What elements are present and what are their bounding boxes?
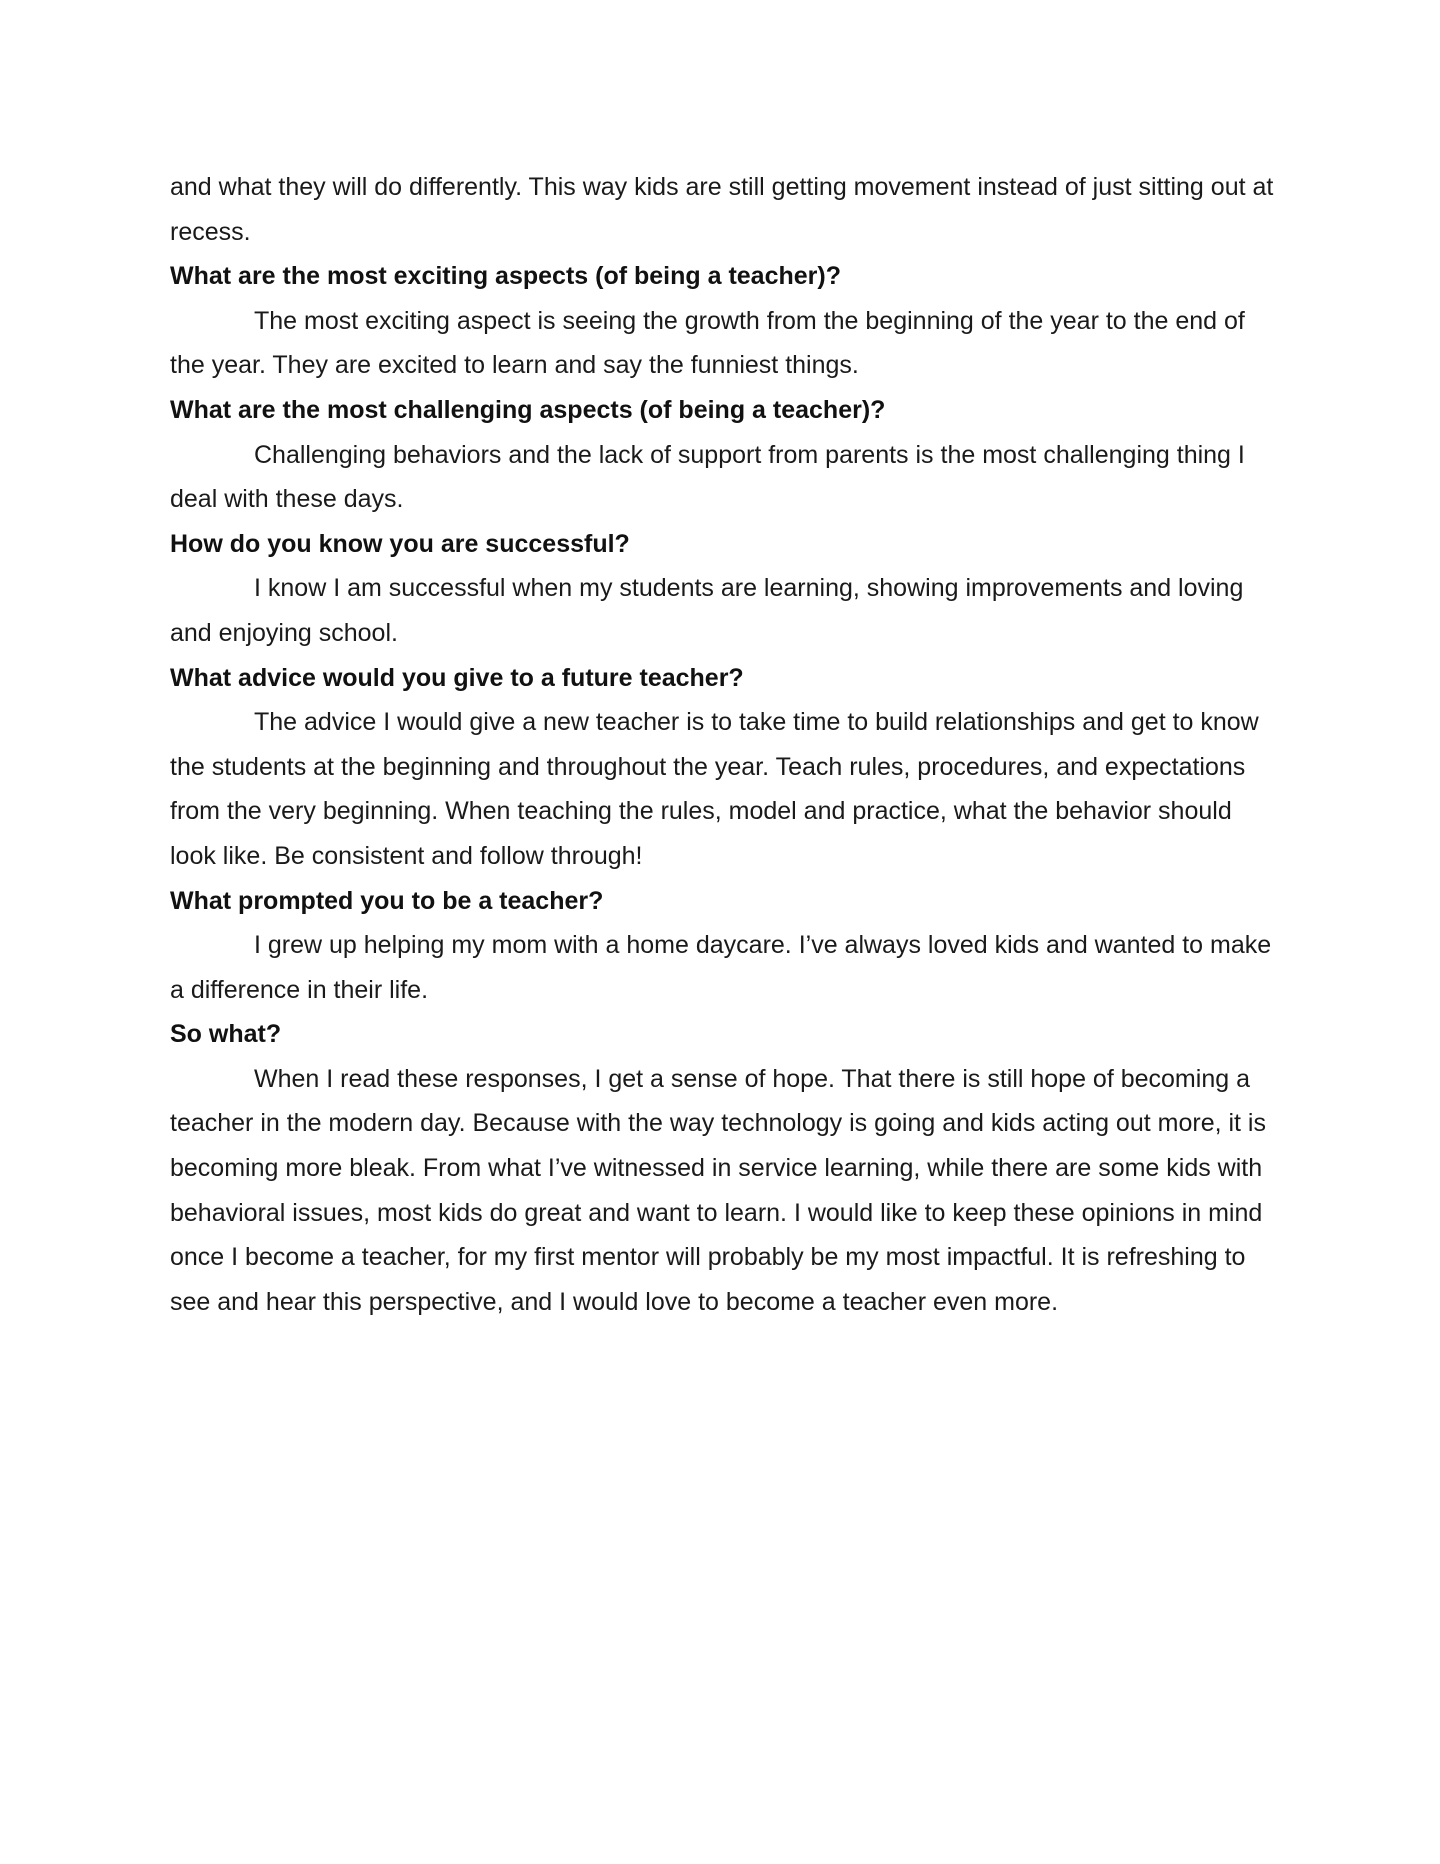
- answer-so-what: When I read these responses, I get a sense of hope. That there is still hope of becoming a teacher in the modern day. Because with the way technology is going and kids acting out more, it is becoming more bleak. From what I’ve witnessed in service learning, while there are some kids with behavioral issues, most kids do great and want to learn. I would like to keep these opinions in mind once I become a teacher, for my first mentor will probably be my most impactful. It is refreshing to see and hear this perspective, and I would love to become a teacher even more.: [170, 1064, 1266, 1316]
- question-challenging-aspects: What are the most challenging aspects (of being a teacher)?: [170, 395, 886, 424]
- question-success: How do you know you are successful?: [170, 529, 630, 558]
- document-page: [170, 165, 1280, 1324]
- question-exciting-aspects: What are the most exciting aspects (of being a teacher)?: [170, 262, 841, 291]
- answer-prompted: I grew up helping my mom with a home daycare. I’ve always loved kids and wanted to make a difference in their life.: [170, 931, 1272, 1004]
- question-advice: What advice would you give to a future teacher?: [170, 663, 744, 692]
- answer-success: I know I am successful when my students are learning, showing improvements and loving and enjoying school.: [170, 574, 1244, 647]
- answer-exciting-aspects: The most exciting aspect is seeing the growth from the beginning of the year to the end of the year. They are excited to learn and say the funniest things.: [170, 306, 1245, 380]
- question-prompted: What prompted you to be a teacher?: [170, 886, 604, 915]
- answer-advice: The advice I would give a new teacher is to take time to build relationships and get to know the students at the beginning and throughout the year. Teach rules, procedures, and expectations from the very beginning. When teaching the rules, model and practice, what the behavior should look like. Be consistent and follow through!: [170, 708, 1259, 870]
- question-so-what: So what?: [170, 1020, 282, 1049]
- answer-challenging-aspects: Challenging behaviors and the lack of support from parents is the most challenging thing I deal with these days.: [170, 440, 1245, 514]
- intro-paragraph: and what they will do differently. This way kids are still getting movement instead of just sitting out at recess.: [170, 173, 1274, 246]
